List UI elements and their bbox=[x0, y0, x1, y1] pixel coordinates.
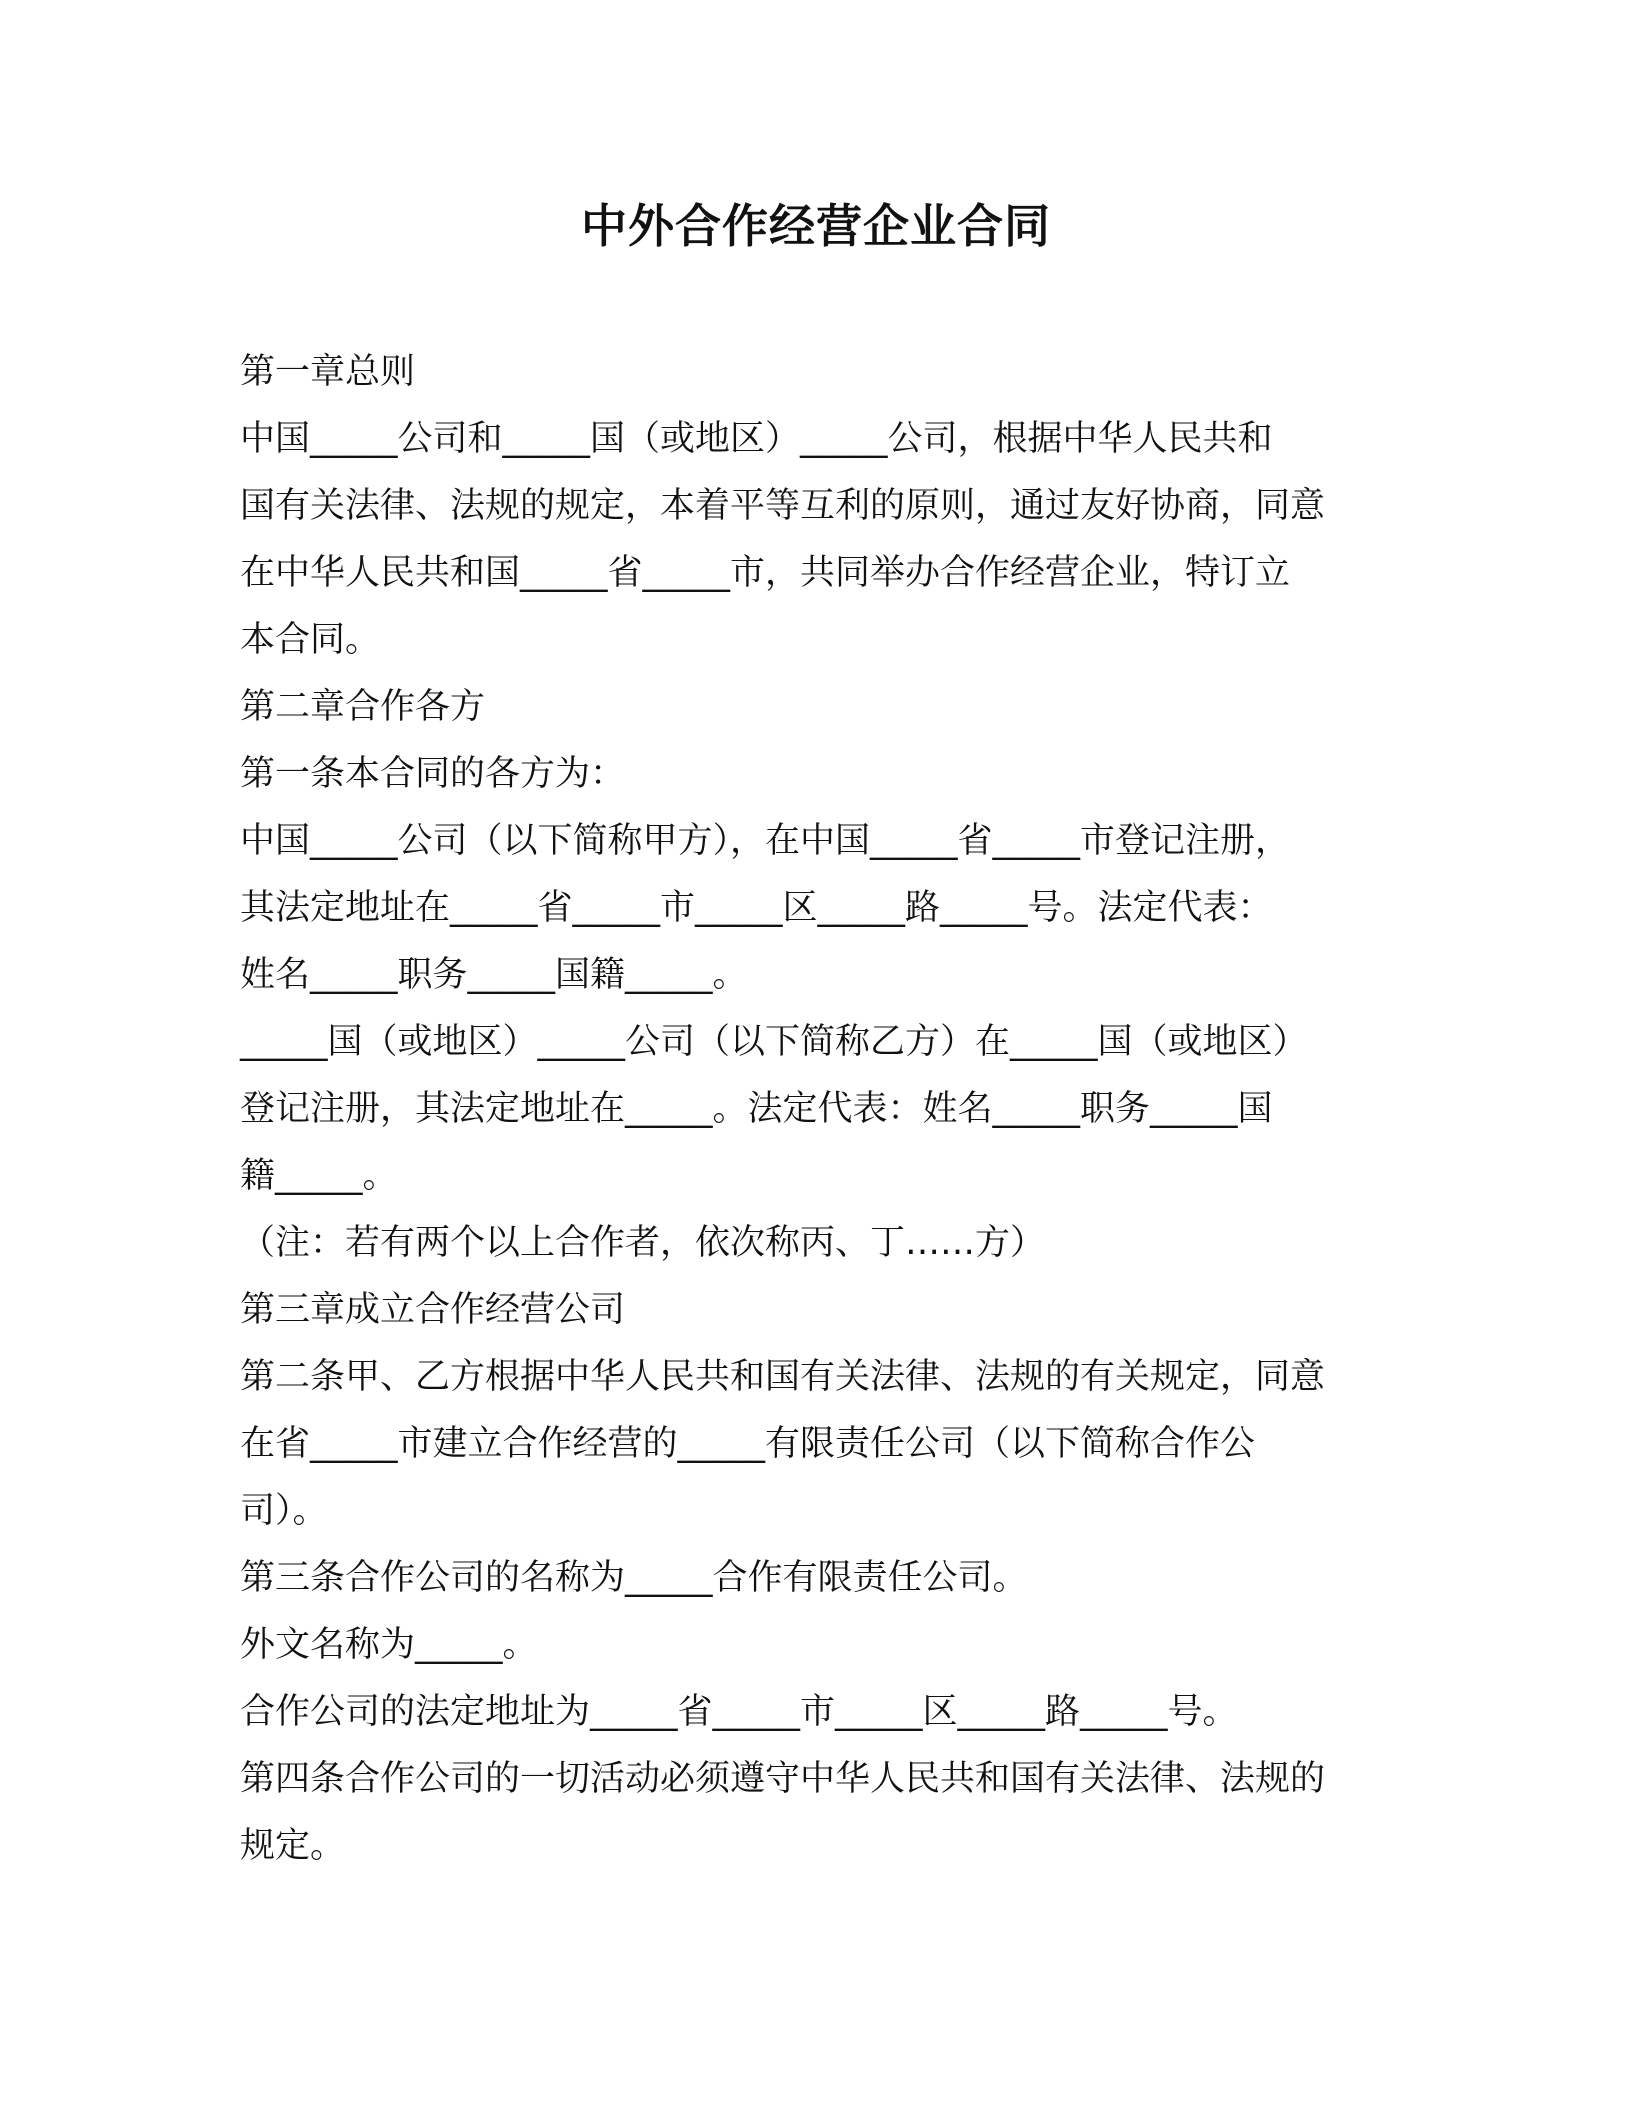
paragraph-line: 姓名_____职务_____国籍_____。 bbox=[240, 955, 748, 995]
paragraph-line: 国有关法律、法规的规定，本着平等互利的原则，通过友好协商，同意 bbox=[240, 486, 1326, 526]
paragraph-line: _____国（或地区）_____公司（以下简称乙方）在_____国（或地区） bbox=[240, 1022, 1308, 1062]
document-title: 中外合作经营企业合同 bbox=[581, 199, 1051, 253]
paragraph-line: 在中华人民共和国_____省_____市，共同举办合作经营企业，特订立 bbox=[240, 553, 1291, 593]
article-line: 第三条合作公司的名称为_____合作有限责任公司。 bbox=[240, 1558, 1028, 1598]
paragraph-line: 登记注册，其法定地址在_____。法定代表：姓名_____职务_____国 bbox=[240, 1089, 1273, 1129]
chapter-heading: 第一章总则 bbox=[240, 352, 416, 392]
chapter-heading: 第二章合作各方 bbox=[240, 687, 486, 727]
paragraph-line: 其法定地址在_____省_____市_____区_____路_____号。法定代表： bbox=[240, 888, 1273, 928]
paragraph-line: 中国_____公司和_____国（或地区）_____公司，根据中华人民共和 bbox=[240, 419, 1273, 459]
chapter-heading: 第三章成立合作经营公司 bbox=[240, 1290, 626, 1330]
note-line: （注：若有两个以上合作者，依次称丙、丁……方） bbox=[240, 1223, 1046, 1263]
paragraph-line: 在省_____市建立合作经营的_____有限责任公司（以下简称合作公 bbox=[240, 1424, 1256, 1464]
paragraph-line: 中国_____公司（以下简称甲方），在中国_____省_____市登记注册， bbox=[240, 821, 1291, 861]
paragraph-line: 本合同。 bbox=[240, 620, 381, 660]
article-line: 第四条合作公司的一切活动必须遵守中华人民共和国有关法律、法规的 bbox=[240, 1759, 1326, 1799]
paragraph-line: 司）。 bbox=[240, 1491, 328, 1531]
article-line: 第二条甲、乙方根据中华人民共和国有关法律、法规的有关规定，同意 bbox=[240, 1357, 1326, 1397]
paragraph-line: 规定。 bbox=[240, 1826, 346, 1866]
paragraph-line: 合作公司的法定地址为_____省_____市_____区_____路_____号。 bbox=[240, 1692, 1238, 1732]
document-body bbox=[240, 339, 1400, 1880]
paragraph-line: 外文名称为_____。 bbox=[240, 1625, 538, 1665]
article-line: 第一条本合同的各方为： bbox=[240, 754, 626, 794]
paragraph-line: 籍_____。 bbox=[240, 1156, 398, 1196]
